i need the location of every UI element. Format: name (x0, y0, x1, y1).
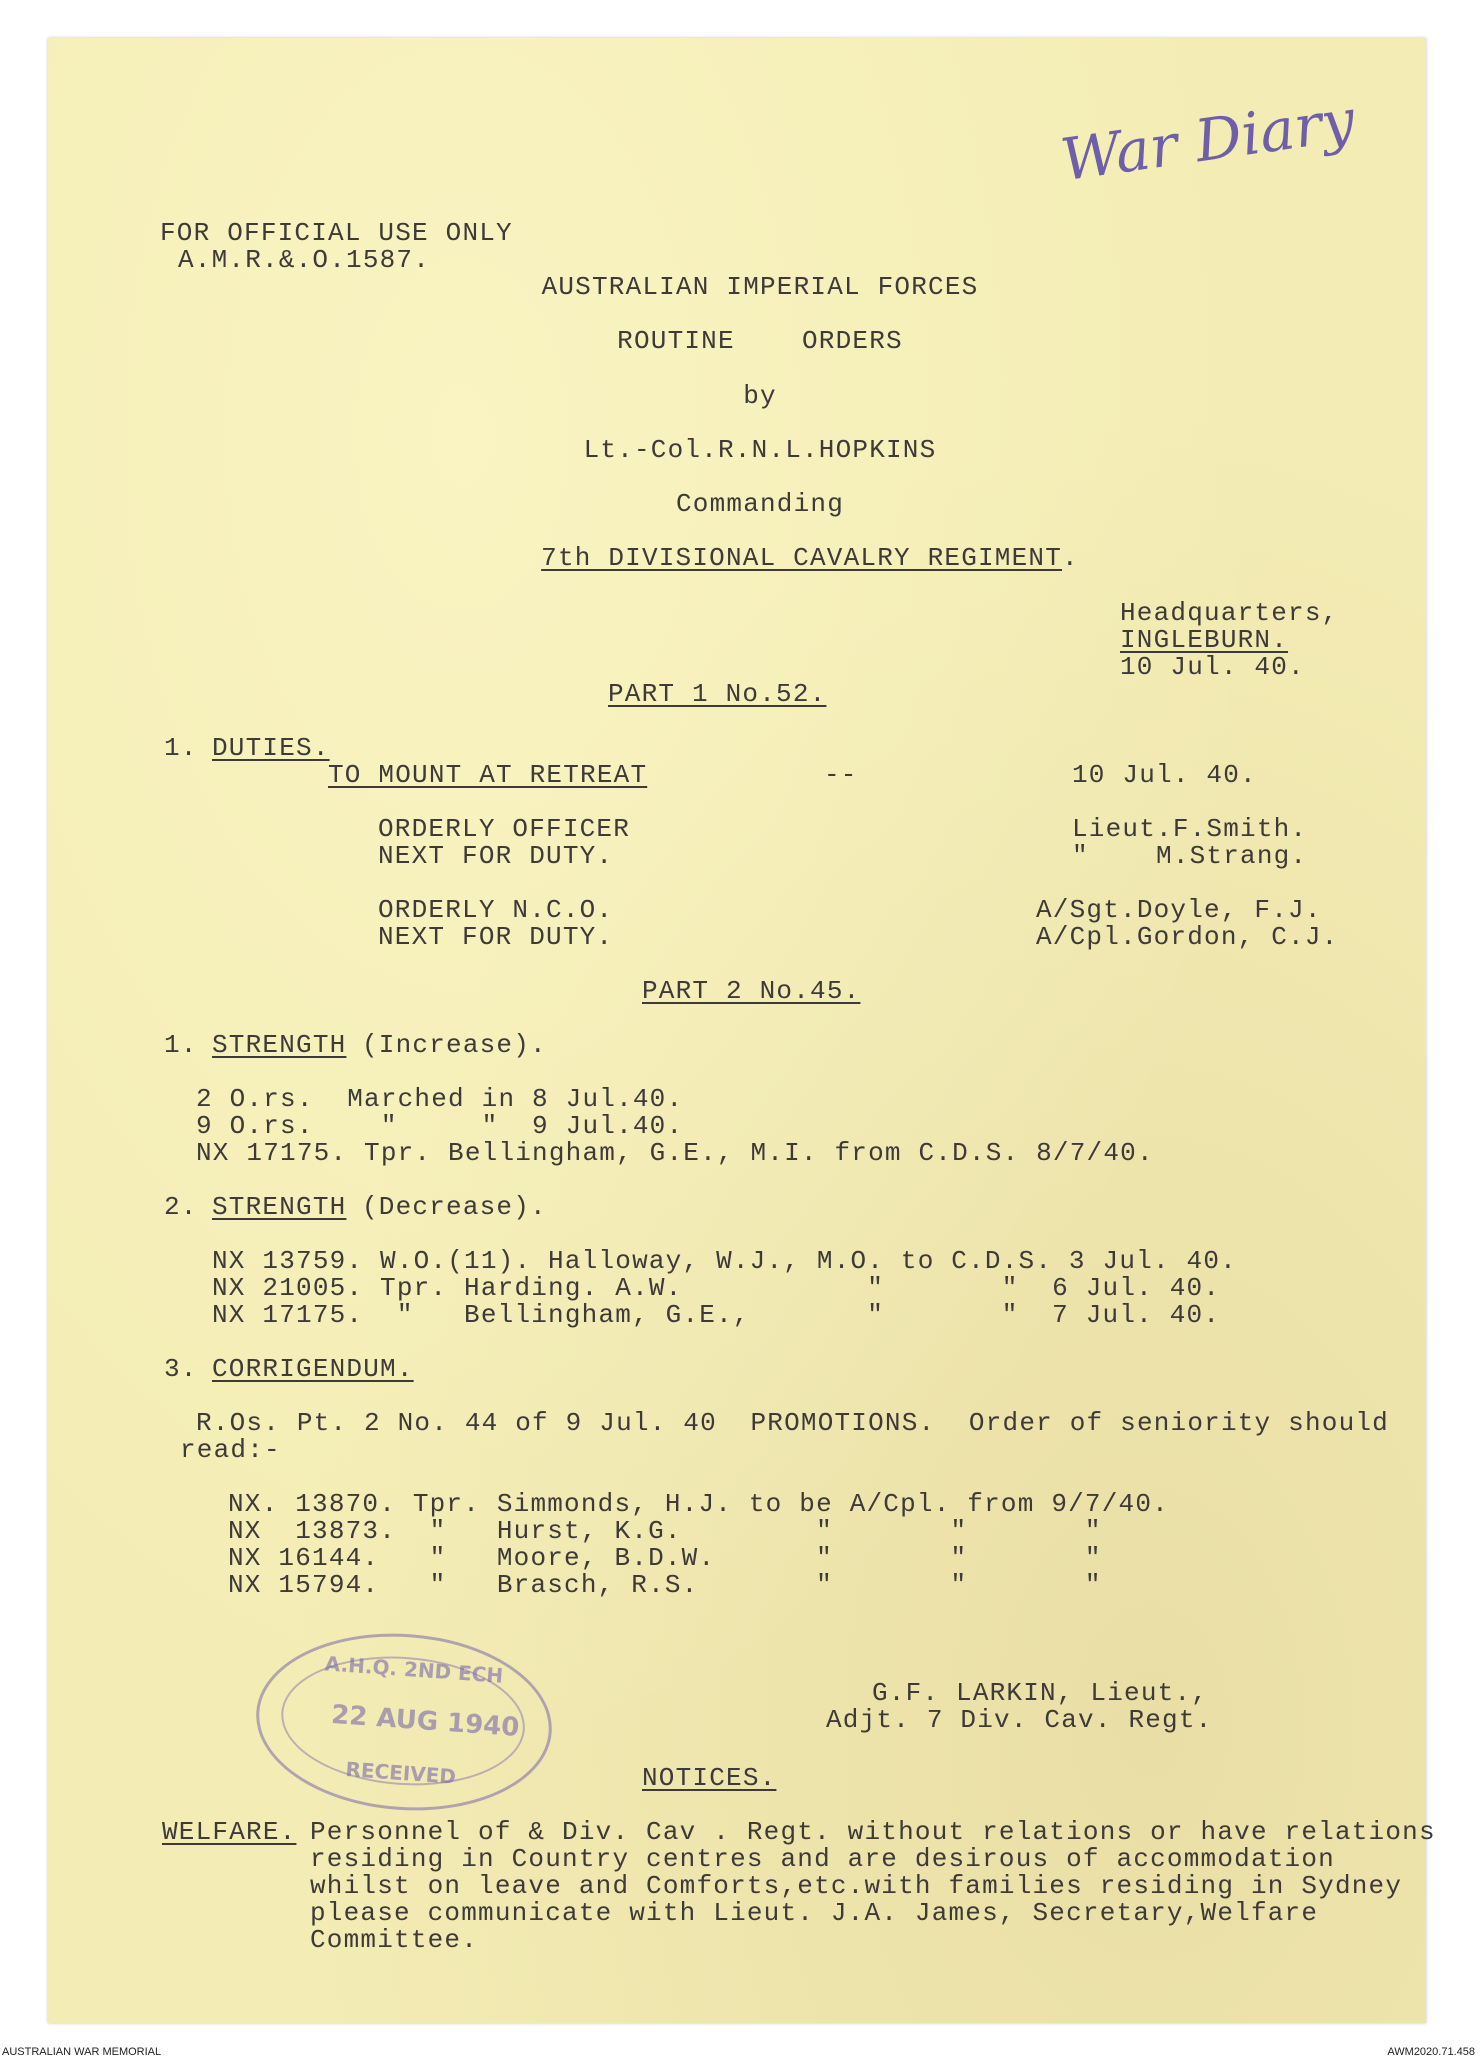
signature-name: G.F. LARKIN, Lieut., (872, 1678, 1209, 1708)
decrease-qualifier: (Decrease). (362, 1192, 547, 1222)
welfare-line: residing in Country centres and are desirous of accommodation (310, 1844, 1335, 1874)
decrease-line: NX 13759. W.O.(11). Halloway, W.J., M.O. to C.D.S. 3 Jul. 40. (212, 1246, 1237, 1276)
duty-role: ORDERLY N.C.O. (378, 895, 614, 925)
increase-line: NX 17175. Tpr. Bellingham, G.E., M.I. from C.D.S. 8/7/40. (196, 1138, 1154, 1168)
reference-number: A.M.R.&.O.1587. (178, 245, 431, 275)
decrease-title: STRENGTH (212, 1192, 347, 1222)
unit-name: 7th DIVISIONAL CAVALRY REGIMENT (541, 543, 1063, 573)
corrigendum-number: 3. (164, 1354, 198, 1384)
duty-name: A/Sgt.Doyle, F.J. (1036, 895, 1322, 925)
duties-title: DUTIES. (212, 733, 330, 763)
duty-role: ORDERLY OFFICER (378, 814, 631, 844)
duty-name: " M.Strang. (1072, 841, 1308, 871)
title-line-6: 7th DIVISIONAL CAVALRY REGIMENT. (541, 543, 1079, 573)
welfare-line: Personnel of & Div. Cav . Regt. without relations or have relations (310, 1817, 1436, 1847)
corrigendum-title: CORRIGENDUM. (212, 1354, 414, 1384)
duty-role: NEXT FOR DUTY. (378, 841, 614, 871)
corrigendum-line: NX 16144. " Moore, B.D.W. " " " (228, 1543, 1102, 1573)
corrigendum-line: NX. 13870. Tpr. Simmonds, H.J. to be A/Cpl. from 9/7/40. (228, 1489, 1169, 1519)
stamp-received: RECEIVED (344, 1757, 457, 1789)
location-date: 10 Jul. 40. (1120, 652, 1305, 682)
corrigendum-intro: R.Os. Pt. 2 No. 44 of 9 Jul. 40 PROMOTIONS. Order of seniority should (196, 1408, 1389, 1438)
increase-line: 2 O.rs. Marched in 8 Jul.40. (196, 1084, 684, 1114)
duty-role: NEXT FOR DUTY. (378, 922, 614, 952)
stamp-date: 22 AUG 1940 (330, 1699, 521, 1744)
duties-number: 1. (164, 733, 198, 763)
stamp-office: A.H.Q. 2ND ECH (324, 1651, 504, 1688)
duties-subtitle: TO MOUNT AT RETREAT (328, 760, 648, 790)
increase-line: 9 O.rs. " " 9 Jul.40. (196, 1111, 684, 1141)
signature-title: Adjt. 7 Div. Cav. Regt. (826, 1705, 1213, 1735)
location-line-2: INGLEBURN. (1120, 625, 1289, 655)
title-line-1: AUSTRALIAN IMPERIAL FORCES (541, 272, 979, 302)
corrigendum-line: NX 15794. " Brasch, R.S. " " " (228, 1570, 1102, 1600)
location-line-1: Headquarters, (1120, 598, 1339, 628)
decrease-line: NX 21005. Tpr. Harding. A.W. " " 6 Jul. 40. (212, 1273, 1221, 1303)
decrease-number: 2. (164, 1192, 198, 1222)
duty-name: A/Cpl.Gordon, C.J. (1036, 922, 1339, 952)
welfare-line: please communicate with Lieut. J.A. James, Secretary,Welfare (310, 1898, 1319, 1928)
part1-heading: PART 1 No.52. (608, 679, 827, 709)
title-line-4: Lt.-Col.R.N.L.HOPKINS (583, 435, 937, 465)
footer-institution: AUSTRALIAN WAR MEMORIAL (2, 2046, 162, 2058)
welfare-line: Committee. (310, 1925, 479, 1955)
duties-date: 10 Jul. 40. (1072, 760, 1257, 790)
increase-title: STRENGTH (212, 1030, 347, 1060)
title-line-5: Commanding (675, 489, 845, 519)
welfare-line: whilst on leave and Comforts,etc.with families residing in Sydney (310, 1871, 1403, 1901)
notices-heading: NOTICES. (642, 1763, 777, 1793)
decrease-line: NX 17175. " Bellingham, G.E., " " 7 Jul. 40. (212, 1300, 1221, 1330)
corrigendum-line: NX 13873. " Hurst, K.G. " " " (228, 1516, 1102, 1546)
handwritten-note: War Diary (1056, 85, 1359, 195)
duty-name: Lieut.F.Smith. (1072, 814, 1308, 844)
corrigendum-intro: read:- (180, 1435, 281, 1465)
duties-dash: -- (824, 760, 858, 790)
welfare-label: WELFARE. (162, 1817, 297, 1847)
increase-number: 1. (164, 1030, 198, 1060)
title-line-3: by (743, 381, 777, 411)
footer-accession: AWM2020.71.458 (1387, 2046, 1475, 2058)
title-line-2: ROUTINE ORDERS (617, 326, 903, 356)
classification-line: FOR OFFICIAL USE ONLY (160, 218, 513, 248)
increase-qualifier: (Increase). (362, 1030, 547, 1060)
part2-heading: PART 2 No.45. (642, 976, 861, 1006)
